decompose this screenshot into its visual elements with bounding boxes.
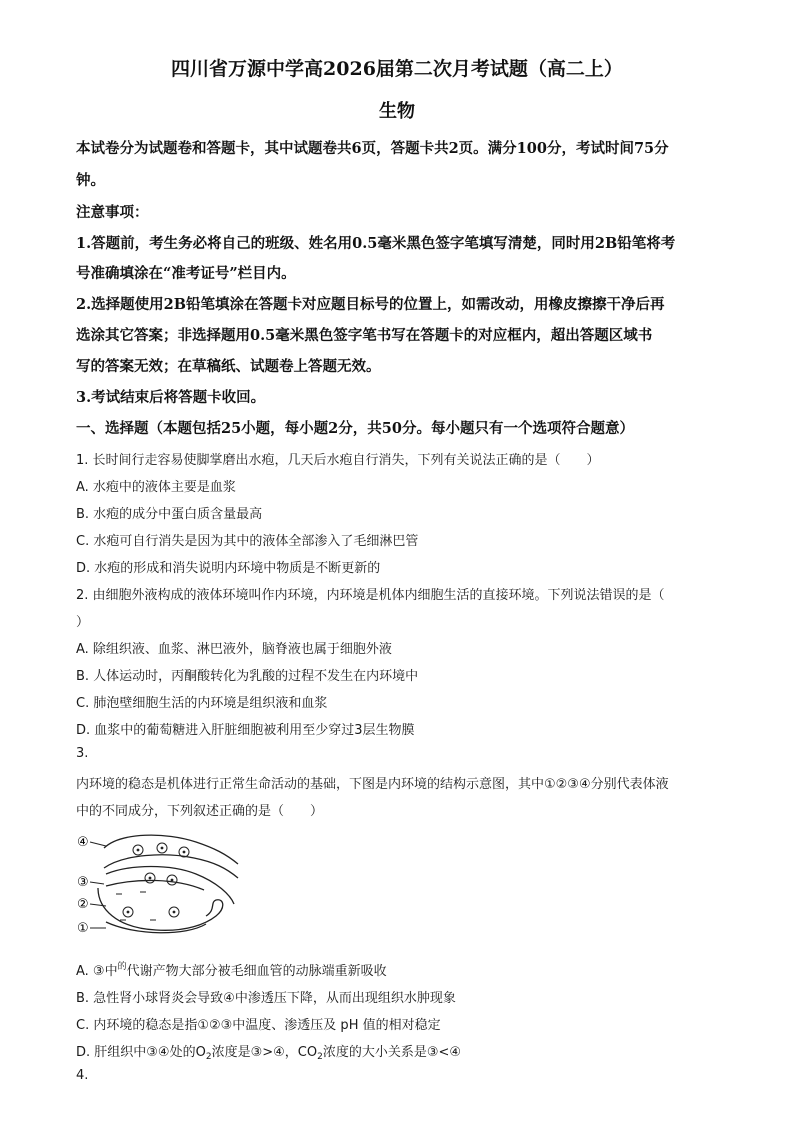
note-2-line-3: 写的答案无效；在草稿纸、试题卷上答题无效。 [76,358,381,375]
intro-line-1: 本试卷分为试题卷和答题卡，其中试题卷共6页，答题卡共2页。满分100分，考试时间75分 [76,140,669,157]
q2-option-d: D. 血浆中的葡萄糖进入肝脏细胞被利用至少穿过3层生物膜 [76,723,415,738]
note-1-line-1: 1.答题前，考生务必将自己的班级、姓名用0.5毫米黑色签字笔填写清楚，同时用2B铅笔将考 [76,235,676,252]
diagram-label-3: ③ [77,875,89,890]
q3-option-a: A. ③中$^的$代谢产物大部分被毛细血管的动脉端重新吸收 [76,962,387,979]
q1-option-b: B. 水疱的成分中蛋白质含量最高 [76,507,263,522]
q1-stem: 1. 长时间行走容易使脚掌磨出水疱，几天后水疱自行消失，下列有关说法正确的是（ ） [76,453,600,468]
q3-option-c: C. 内环境的稳态是指①②③中温度、渗透压及 pH 值的相对稳定 [76,1018,441,1033]
section-1-heading: 一、选择题（本题包括25小题，每小题2分，共50分。每小题只有一个选项符合题意） [76,420,634,437]
q3-number: 3. [76,746,89,761]
note-2-line-2: 选涂其它答案；非选择题用0.5毫米黑色签字笔书写在答题卡的对应框内，超出答题区域书 [76,327,653,344]
q1-option-c: C. 水疱可自行消失是因为其中的液体全部渗入了毛细淋巴管 [76,534,419,549]
q1-option-d: D. 水疱的形成和消失说明内环境中物质是不断更新的 [76,561,381,576]
q3-stem-line-2: 中的不同成分，下列叙述正确的是（ ） [76,804,324,819]
q2-option-b: B. 人体运动时，丙酮酸转化为乳酸的过程不发生在内环境中 [76,669,419,684]
intro-line-2: 钟。 [76,172,105,189]
q1-option-a: A. 水疱中的液体主要是血浆 [76,480,236,495]
diagram-label-2: ② [77,897,89,912]
q4-number: 4. [76,1068,89,1083]
q3-option-d: D. 肝组织中③④处的$O_2$浓度是③>④，$CO_2$浓度的大小关系是③<④ [76,1045,462,1062]
exam-title: 四川省万源中学高2026届第二次月考试题（高二上） [171,58,623,80]
q2-option-c: C. 肺泡壁细胞生活的内环境是组织液和血浆 [76,696,328,711]
q3-option-b: B. 急性肾小球肾炎会导致④中渗透压下降，从而出现组织水肿现象 [76,991,456,1006]
internal-environment-diagram [76,828,246,944]
q2-stem-line-1: 2. 由细胞外液构成的液体环境叫作内环境，内环境是机体内细胞生活的直接环境。下列说法错误的是（ [76,588,665,603]
q2-option-a: A. 除组织液、血浆、淋巴液外，脑脊液也属于细胞外液 [76,642,392,657]
subject-title: 生物 [379,101,415,122]
note-2-line-1: 2.选择题使用2B铅笔填涂在答题卡对应题目标号的位置上，如需改动，用橡皮擦擦干净后再 [76,296,665,313]
note-3: 3.考试结束后将答题卡收回。 [76,389,266,406]
diagram-label-4: ④ [77,835,89,850]
q3-stem-line-1: 内环境的稳态是机体进行正常生命活动的基础，下图是内环境的结构示意图，其中①②③④分别代表体液 [76,777,669,792]
notes-heading: 注意事项： [76,204,149,221]
diagram-label-1: ① [77,921,89,936]
note-1-line-2: 号准确填涂在“准考证号”栏目内。 [76,265,296,282]
q2-stem-line-2: ） [76,615,90,630]
